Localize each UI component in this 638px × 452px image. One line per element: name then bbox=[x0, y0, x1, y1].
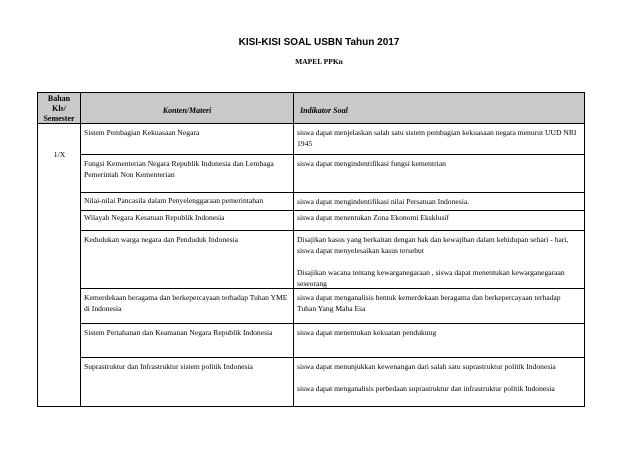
indikator-text: siswa dapat menunjukkan kewenangan dari salah satu suprastruktur politik Indonesia bbox=[297, 362, 556, 371]
table-row bbox=[38, 124, 584, 154]
indikator-text: Disajikan wacana tentang kewarganegaraan , siswa dapat menentukan kewarganegaraan seseorang bbox=[297, 268, 565, 288]
materi-cell: Kemerdekaan beragama dan berkepercayaan terhadap Tuhan YME di Indonesia bbox=[81, 289, 294, 324]
indikator-cell bbox=[294, 358, 584, 407]
indikator-text: siswa dapat menganalisis bentuk kemerdekaan beragama dan berkepercayaan terhadap Tuhan Yang Maha Esa bbox=[297, 293, 561, 313]
indikator-text: siswa dapat mengindentifikasi nilai Persatuan Indonesia. bbox=[297, 197, 470, 206]
indikator-cell bbox=[294, 193, 584, 211]
kisi-kisi-table bbox=[37, 92, 585, 407]
header-line-bahan: Bahan bbox=[47, 94, 71, 103]
materi-cell: Kedudukan warga negara dan Penduduk Indonesia bbox=[81, 231, 294, 289]
materi-cell: Suprastruktur dan Infrastruktur sistem politik Indonesia bbox=[81, 358, 294, 407]
header-indikator-soal: Indikator Soal bbox=[300, 106, 348, 115]
header-line-kls: Kls/ bbox=[52, 104, 66, 113]
indikator-text: siswa dapat menentukan kekuatan pendukung bbox=[297, 328, 437, 337]
header-line-semester: Semester bbox=[43, 114, 75, 123]
indikator-cell bbox=[294, 124, 584, 154]
indikator-text: siswa dapat mengindentifikasi fungsi kementrian bbox=[297, 159, 446, 168]
table-row bbox=[81, 323, 584, 358]
table-row bbox=[81, 192, 584, 211]
indikator-text: Disajikan kasus yang berkaitan dengan hak dan kewajiban dalam kehidupan sehari - hari, siswa dapat menyelesaikan kasus tersebut bbox=[297, 235, 569, 255]
materi-cell: Sistem Pertahanan dan Keamanan Negara Republik Indonesia bbox=[81, 324, 294, 358]
table-row bbox=[81, 230, 584, 289]
table-row bbox=[81, 210, 584, 231]
table-row bbox=[81, 154, 584, 193]
materi-cell: Wilayah Negara Kesatuan Republik Indonesia bbox=[81, 211, 294, 231]
table-header-row bbox=[38, 93, 584, 124]
indikator-text: siswa dapat menganalisis perbedaan suprastruktur dan infrastruktur politik Indonesia bbox=[297, 384, 555, 393]
semester-value: 1/X bbox=[53, 150, 66, 159]
indikator-cell bbox=[294, 289, 584, 324]
document-subtitle: MAPEL PPKn bbox=[295, 57, 343, 66]
indikator-cell bbox=[294, 211, 584, 231]
semester-column bbox=[38, 124, 81, 406]
materi-cell: Sistem Pembagian Kekuasaan Negara bbox=[81, 124, 294, 154]
indikator-text: siswa dapat menentukan Zona Ekonomi Eksklusif bbox=[297, 213, 450, 222]
header-bahan-kelas-semester bbox=[38, 93, 81, 123]
indikator-cell bbox=[294, 231, 584, 289]
table-row bbox=[81, 288, 584, 324]
indikator-cell bbox=[294, 155, 584, 193]
indikator-cell bbox=[294, 324, 584, 358]
indikator-text: siswa dapat menjelaskan salah satu sistem pembagian kekuasaan negara menurut UUD NRI 1945 bbox=[297, 128, 577, 148]
document-title: KISI-KISI SOAL USBN Tahun 2017 bbox=[238, 37, 400, 48]
materi-cell: Fungsi Kementerian Negara Republik Indonesia dan Lembaga Pemerintah Non Kementerian bbox=[81, 155, 294, 193]
materi-cell: Nilai-nilai Pancasila dalam Penyelenggaraan pemerintahan bbox=[81, 193, 294, 211]
header-konten-materi: Konten/Materi bbox=[81, 93, 294, 123]
table-row bbox=[81, 357, 584, 407]
